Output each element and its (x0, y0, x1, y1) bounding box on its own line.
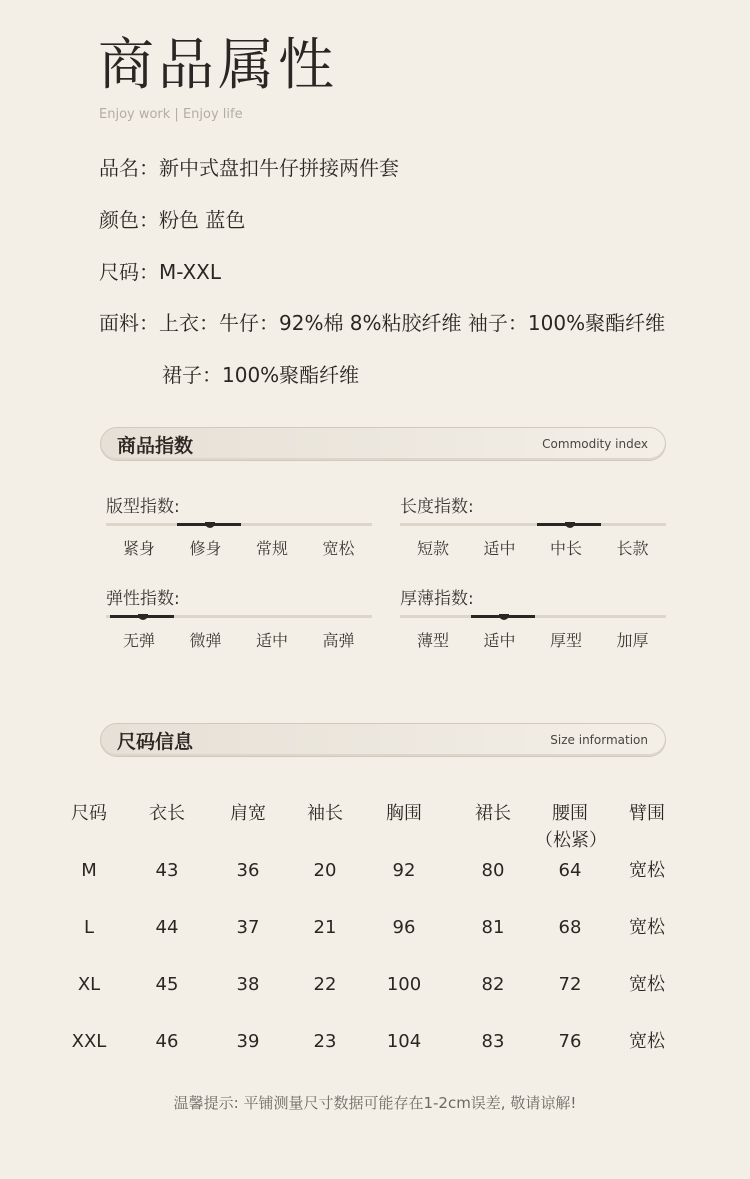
index-option: 适中 (483, 539, 516, 558)
index-marker (205, 522, 215, 528)
table-header-cell: 裙长 (475, 803, 511, 824)
index-label: 长度指数: (400, 497, 474, 517)
table-cell: XL (77, 974, 101, 995)
table-header-cell: 袖长 (307, 803, 343, 824)
table-cell: 宽松 (629, 860, 665, 881)
index-option: 厚型 (549, 631, 582, 650)
index-marker (138, 614, 148, 620)
table-cell: 100 (386, 974, 422, 995)
table-header-cell: 衣长 (149, 803, 185, 824)
attr-fabric-skirt: 裙子：100%聚酯纤维 (162, 363, 360, 387)
table-cell: 72 (558, 974, 582, 995)
attr-color: 颜色：粉色 蓝色 (99, 208, 246, 232)
index-track (400, 523, 666, 526)
table-cell: 82 (481, 974, 505, 995)
table-cell: 21 (313, 917, 337, 938)
size-info-title: 尺码信息 (117, 731, 194, 753)
table-cell: XXL (71, 1031, 107, 1052)
index-option: 加厚 (616, 631, 649, 650)
table-cell: 80 (481, 860, 505, 881)
index-option: 短款 (416, 539, 449, 558)
table-cell: 22 (313, 974, 337, 995)
table-cell: 36 (236, 860, 260, 881)
table-cell: 64 (558, 860, 582, 881)
index-option: 中长 (549, 539, 582, 558)
table-cell: 宽松 (629, 974, 665, 995)
index-track (106, 615, 372, 618)
table-cell: 44 (155, 917, 179, 938)
table-cell: 96 (392, 917, 416, 938)
index-option: 宽松 (322, 539, 355, 558)
table-cell: 83 (481, 1031, 505, 1052)
index-marker (499, 614, 509, 620)
index-label: 弹性指数: (106, 589, 180, 609)
index-option: 高弹 (322, 631, 355, 650)
table-header-cell: 臂围 (629, 803, 665, 824)
index-track (106, 523, 372, 526)
commodity-index-title-en: Commodity index (542, 437, 648, 451)
index-option: 无弹 (122, 631, 155, 650)
page-subtitle: Enjoy work | Enjoy life (99, 107, 243, 122)
index-track (400, 615, 666, 618)
table-header-cell: 尺码 (71, 803, 107, 824)
table-cell: 23 (313, 1031, 337, 1052)
attr-product-name: 品名：新中式盘扣牛仔拼接两件套 (99, 156, 399, 180)
table-cell: 46 (155, 1031, 179, 1052)
table-cell: 宽松 (629, 1031, 665, 1052)
table-cell: 20 (313, 860, 337, 881)
table-cell: 38 (236, 974, 260, 995)
page-title: 商品属性 (98, 33, 338, 98)
table-cell: 宽松 (629, 917, 665, 938)
table-cell: 81 (481, 917, 505, 938)
index-option: 适中 (483, 631, 516, 650)
index-label: 版型指数: (106, 497, 180, 517)
table-cell: 76 (558, 1031, 582, 1052)
table-cell: 37 (236, 917, 260, 938)
table-header-subnote: （松紧） (535, 830, 607, 851)
index-option: 微弹 (189, 631, 222, 650)
table-cell: 45 (155, 974, 179, 995)
commodity-index-header (100, 427, 666, 461)
index-label: 厚薄指数: (400, 589, 474, 609)
attr-size: 尺码：M-XXL (99, 260, 222, 284)
table-cell: M (81, 860, 97, 881)
size-info-header (100, 723, 666, 757)
index-marker (565, 522, 575, 528)
index-option: 常规 (255, 539, 288, 558)
table-cell: 68 (558, 917, 582, 938)
size-info-title-en: Size information (550, 733, 648, 747)
table-header-cell: 腰围 (552, 803, 588, 824)
index-option: 修身 (189, 539, 222, 558)
table-cell: 92 (392, 860, 416, 881)
index-option: 紧身 (122, 539, 155, 558)
table-header-cell: 肩宽 (230, 803, 266, 824)
commodity-index-title: 商品指数 (117, 435, 194, 457)
measurement-note: 温馨提示: 平铺测量尺寸数据可能存在1-2cm误差, 敬请谅解! (173, 1094, 577, 1112)
table-cell: 104 (386, 1031, 422, 1052)
attr-fabric: 面料：上衣：牛仔：92%棉 8%粘胶纤维 袖子：100%聚酯纤维 (99, 311, 666, 335)
index-option: 长款 (616, 539, 649, 558)
table-header-cell: 胸围 (386, 803, 422, 824)
index-option: 适中 (255, 631, 288, 650)
table-cell: 39 (236, 1031, 260, 1052)
table-cell: L (83, 917, 95, 938)
table-cell: 43 (155, 860, 179, 881)
index-option: 薄型 (416, 631, 449, 650)
